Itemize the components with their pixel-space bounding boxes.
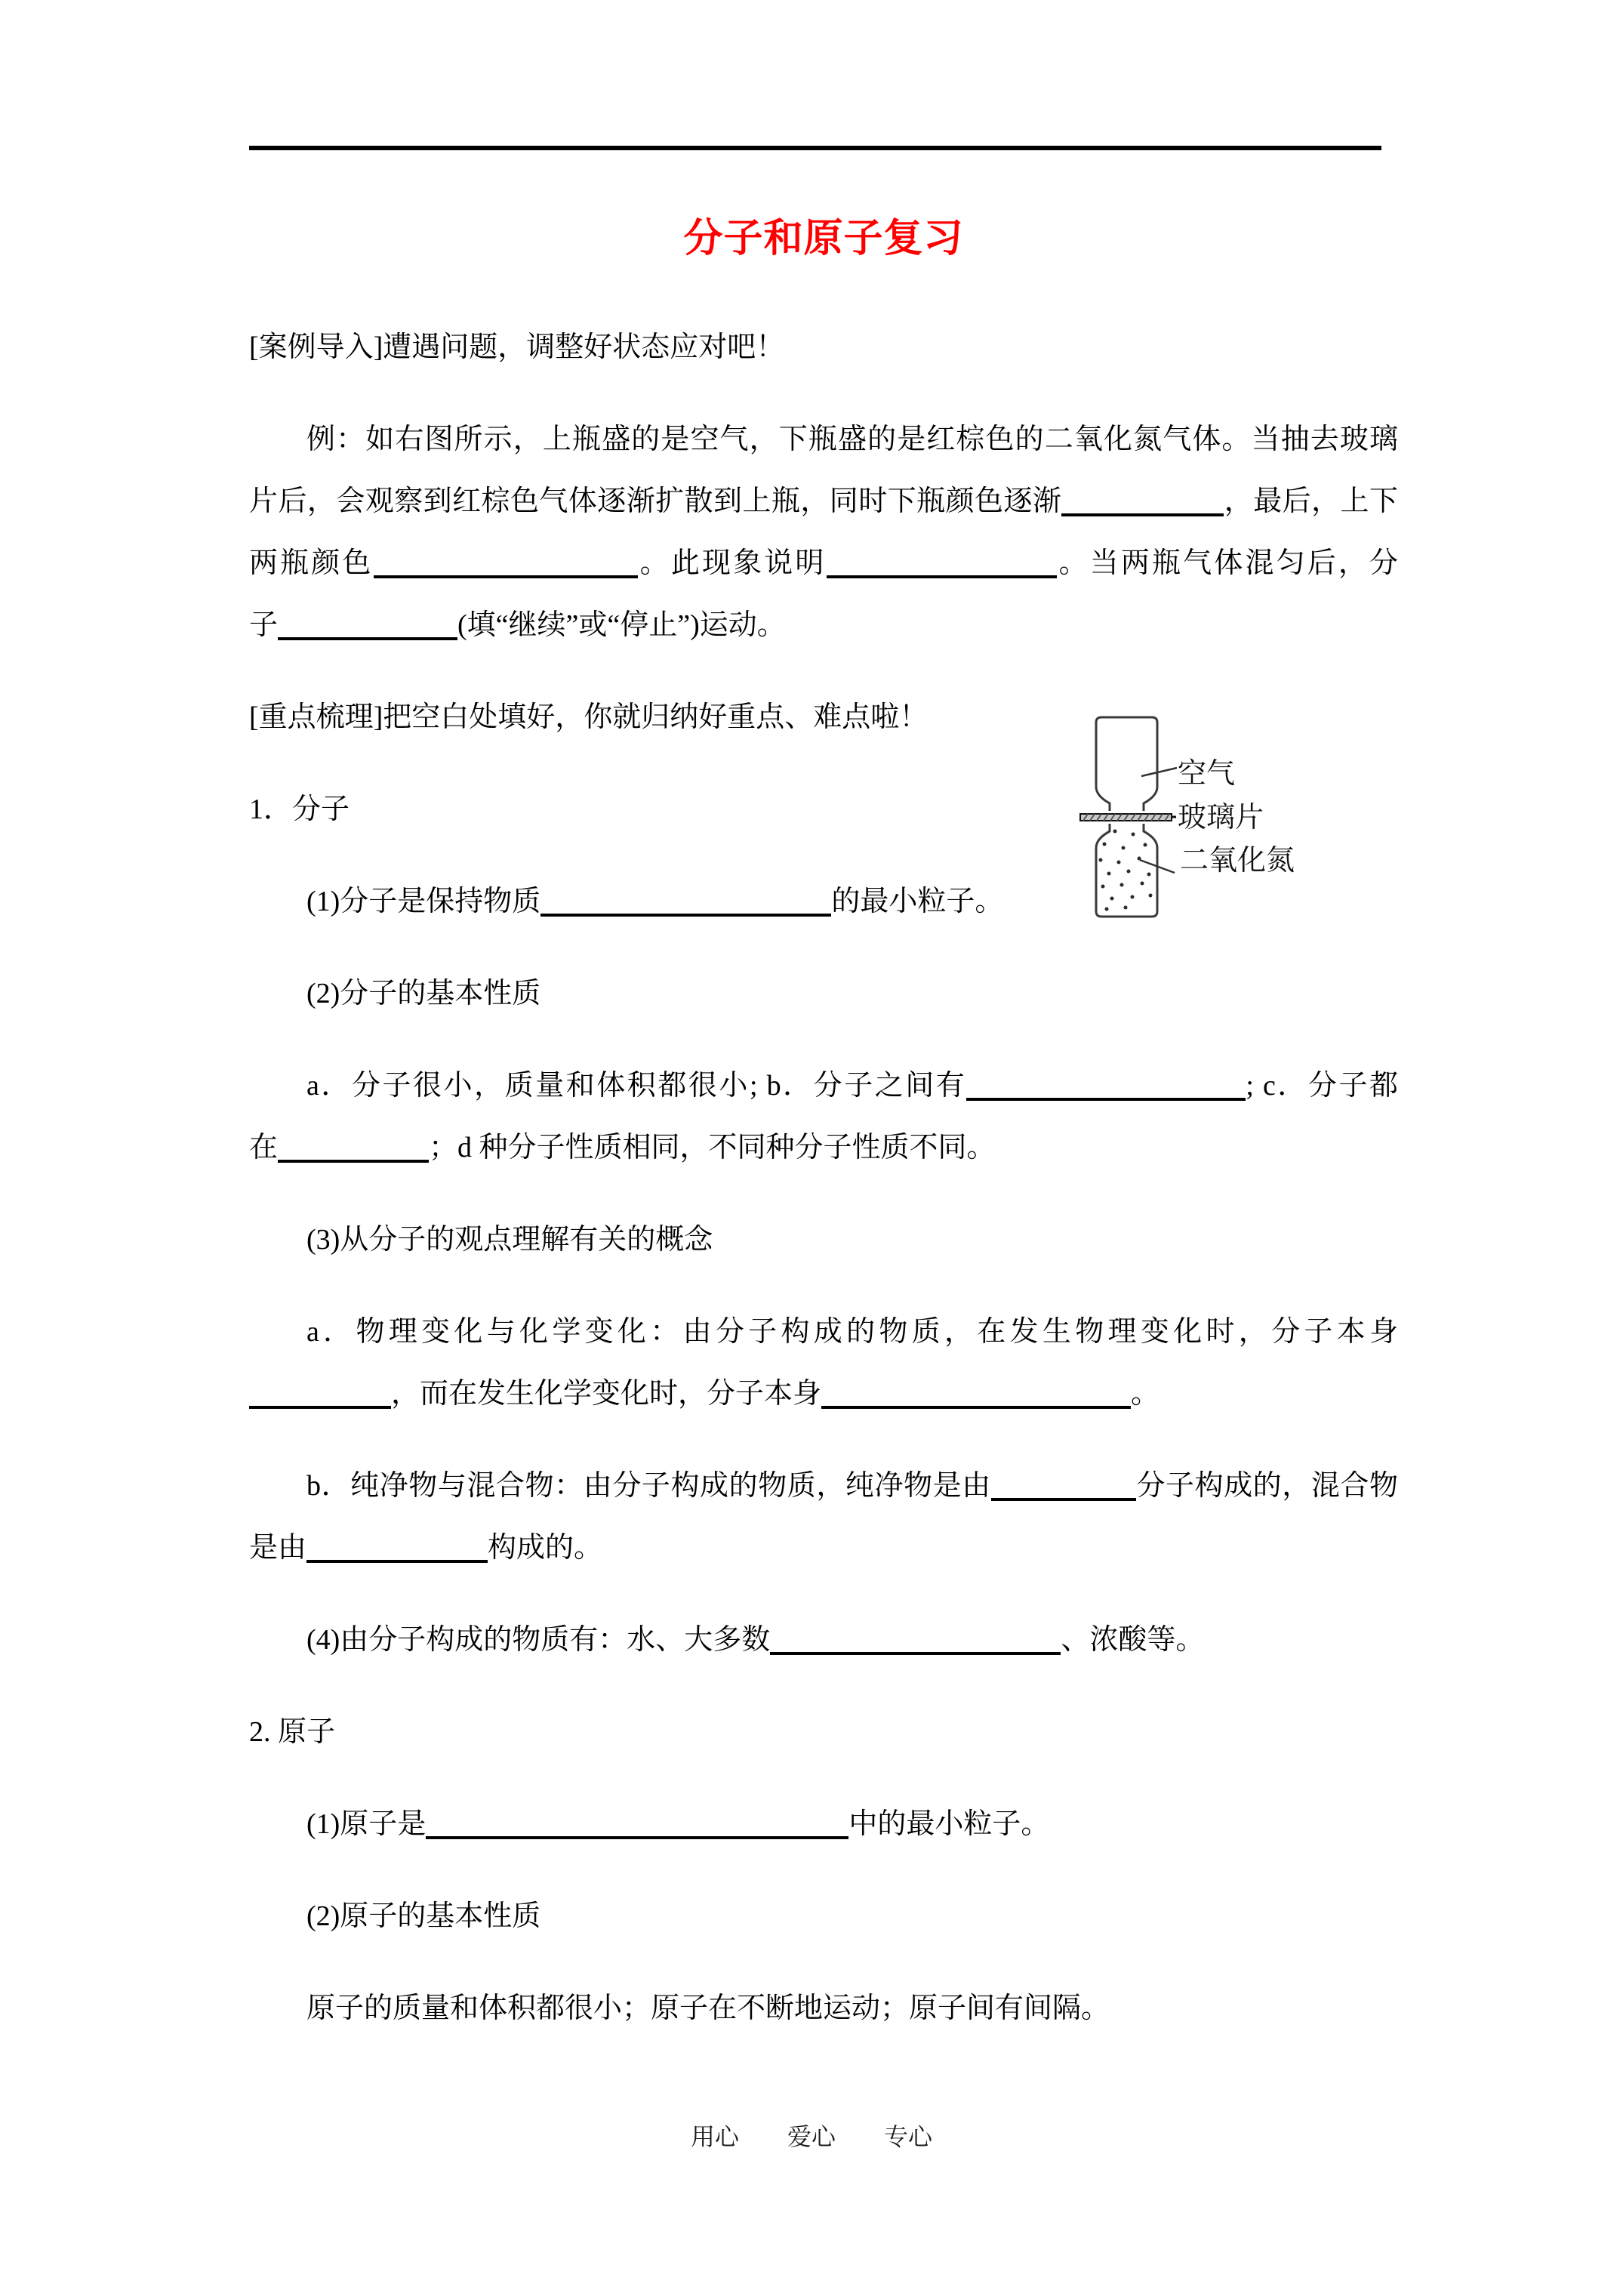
doc-line: 原子的质量和体积都很小；原子在不断地运动；原子间有间隔。 bbox=[306, 1992, 1110, 2024]
document-body bbox=[249, 268, 1398, 2039]
paragraph bbox=[249, 1793, 1398, 1855]
doc-line: a．分子很小，质量和体积都很小; b．分子之间有 ; c．分子都 bbox=[306, 1070, 1398, 1102]
top-bottle-air bbox=[1096, 717, 1157, 811]
bottom-bottle-no2 bbox=[1096, 824, 1157, 917]
paragraph bbox=[249, 408, 1398, 656]
blank-underline bbox=[278, 630, 457, 640]
doc-line: [重点梳理]把空白处填好，你就归纳好重点、难点啦！ bbox=[249, 701, 929, 733]
footer-word: 爱心 bbox=[787, 2123, 836, 2150]
blank-underline bbox=[249, 1398, 391, 1409]
blank-underline bbox=[827, 568, 1057, 578]
page-title: 分子和原子复习 bbox=[683, 217, 964, 260]
blank-underline bbox=[1061, 506, 1224, 516]
doc-line: (4)由分子构成的物质有：水、大多数 、浓酸等。 bbox=[306, 1624, 1205, 1656]
gas-particle-dots bbox=[1099, 830, 1153, 911]
paragraph bbox=[249, 1301, 1398, 1425]
label-leader-line-air bbox=[1141, 768, 1177, 776]
paragraph bbox=[249, 1701, 1398, 1763]
blank-underline bbox=[821, 1398, 1131, 1409]
paragraph bbox=[249, 963, 1398, 1025]
blank-underline bbox=[306, 1552, 488, 1563]
paragraph bbox=[249, 316, 1398, 378]
doc-line: (1)原子是 中的最小粒子。 bbox=[306, 1808, 1050, 1840]
doc-line: a．物理变化与化学变化：由分子构成的物质，在发生物理变化时，分子本身 bbox=[306, 1316, 1398, 1348]
footer-word: 专心 bbox=[884, 2123, 933, 2150]
doc-line: 是由 构成的。 bbox=[249, 1532, 603, 1564]
doc-line: (2)分子的基本性质 bbox=[306, 978, 541, 1009]
paragraph bbox=[249, 1885, 1398, 1947]
experiment-diagram bbox=[1076, 712, 1302, 927]
doc-line: (3)从分子的观点理解有关的概念 bbox=[306, 1224, 713, 1256]
doc-line: 片后，会观察到红棕色气体逐渐扩散到上瓶，同时下瓶颜色逐渐 ，最后，上下 bbox=[249, 485, 1398, 517]
doc-line: 两瓶颜色 。此现象说明 。当两瓶气体混匀后，分 bbox=[249, 547, 1398, 579]
doc-line: 例：如右图所示，上瓶盛的是空气，下瓶盛的是红棕色的二氧化氮气体。当抽去玻璃 bbox=[306, 424, 1398, 455]
label-nitrogen-dioxide: 二氧化氮 bbox=[1180, 845, 1295, 877]
blank-underline bbox=[278, 1152, 429, 1163]
paragraph bbox=[249, 1977, 1398, 2039]
label-glass-plate: 玻璃片 bbox=[1178, 802, 1264, 834]
blank-underline bbox=[426, 1829, 848, 1839]
blank-underline bbox=[540, 906, 831, 917]
doc-line: b．纯净物与混合物：由分子构成的物质，纯净物是由 分子构成的，混合物 bbox=[306, 1470, 1398, 1502]
page-footer bbox=[0, 2114, 1623, 2159]
paragraph bbox=[249, 1055, 1398, 1179]
doc-line: 2. 原子 bbox=[249, 1716, 336, 1748]
doc-line: 1．分子 bbox=[249, 794, 350, 825]
glass-plate bbox=[1080, 814, 1176, 821]
document-content bbox=[249, 0, 1398, 2069]
blank-underline bbox=[966, 1090, 1246, 1101]
doc-line: (2)原子的基本性质 bbox=[306, 1900, 541, 1932]
doc-line: (1)分子是保持物质 的最小粒子。 bbox=[306, 886, 1004, 917]
paragraph bbox=[249, 1455, 1398, 1579]
doc-line: 子 (填“继续”或“停止”)运动。 bbox=[249, 609, 786, 641]
footer-word: 用心 bbox=[690, 2123, 739, 2150]
blank-underline bbox=[374, 568, 638, 578]
doc-line: ，而在发生化学变化时，分子本身 。 bbox=[249, 1363, 1398, 1425]
paragraph bbox=[249, 1609, 1398, 1671]
horizontal-rule bbox=[249, 146, 1381, 150]
paragraph bbox=[249, 1209, 1398, 1271]
doc-line: [案例导入]遭遇问题，调整好状态应对吧！ bbox=[249, 331, 785, 363]
blank-underline bbox=[770, 1644, 1061, 1655]
blank-underline bbox=[991, 1490, 1136, 1501]
doc-line: 在 ；d 种分子性质相同，不同种分子性质不同。 bbox=[249, 1132, 996, 1163]
label-air: 空气 bbox=[1178, 758, 1236, 790]
